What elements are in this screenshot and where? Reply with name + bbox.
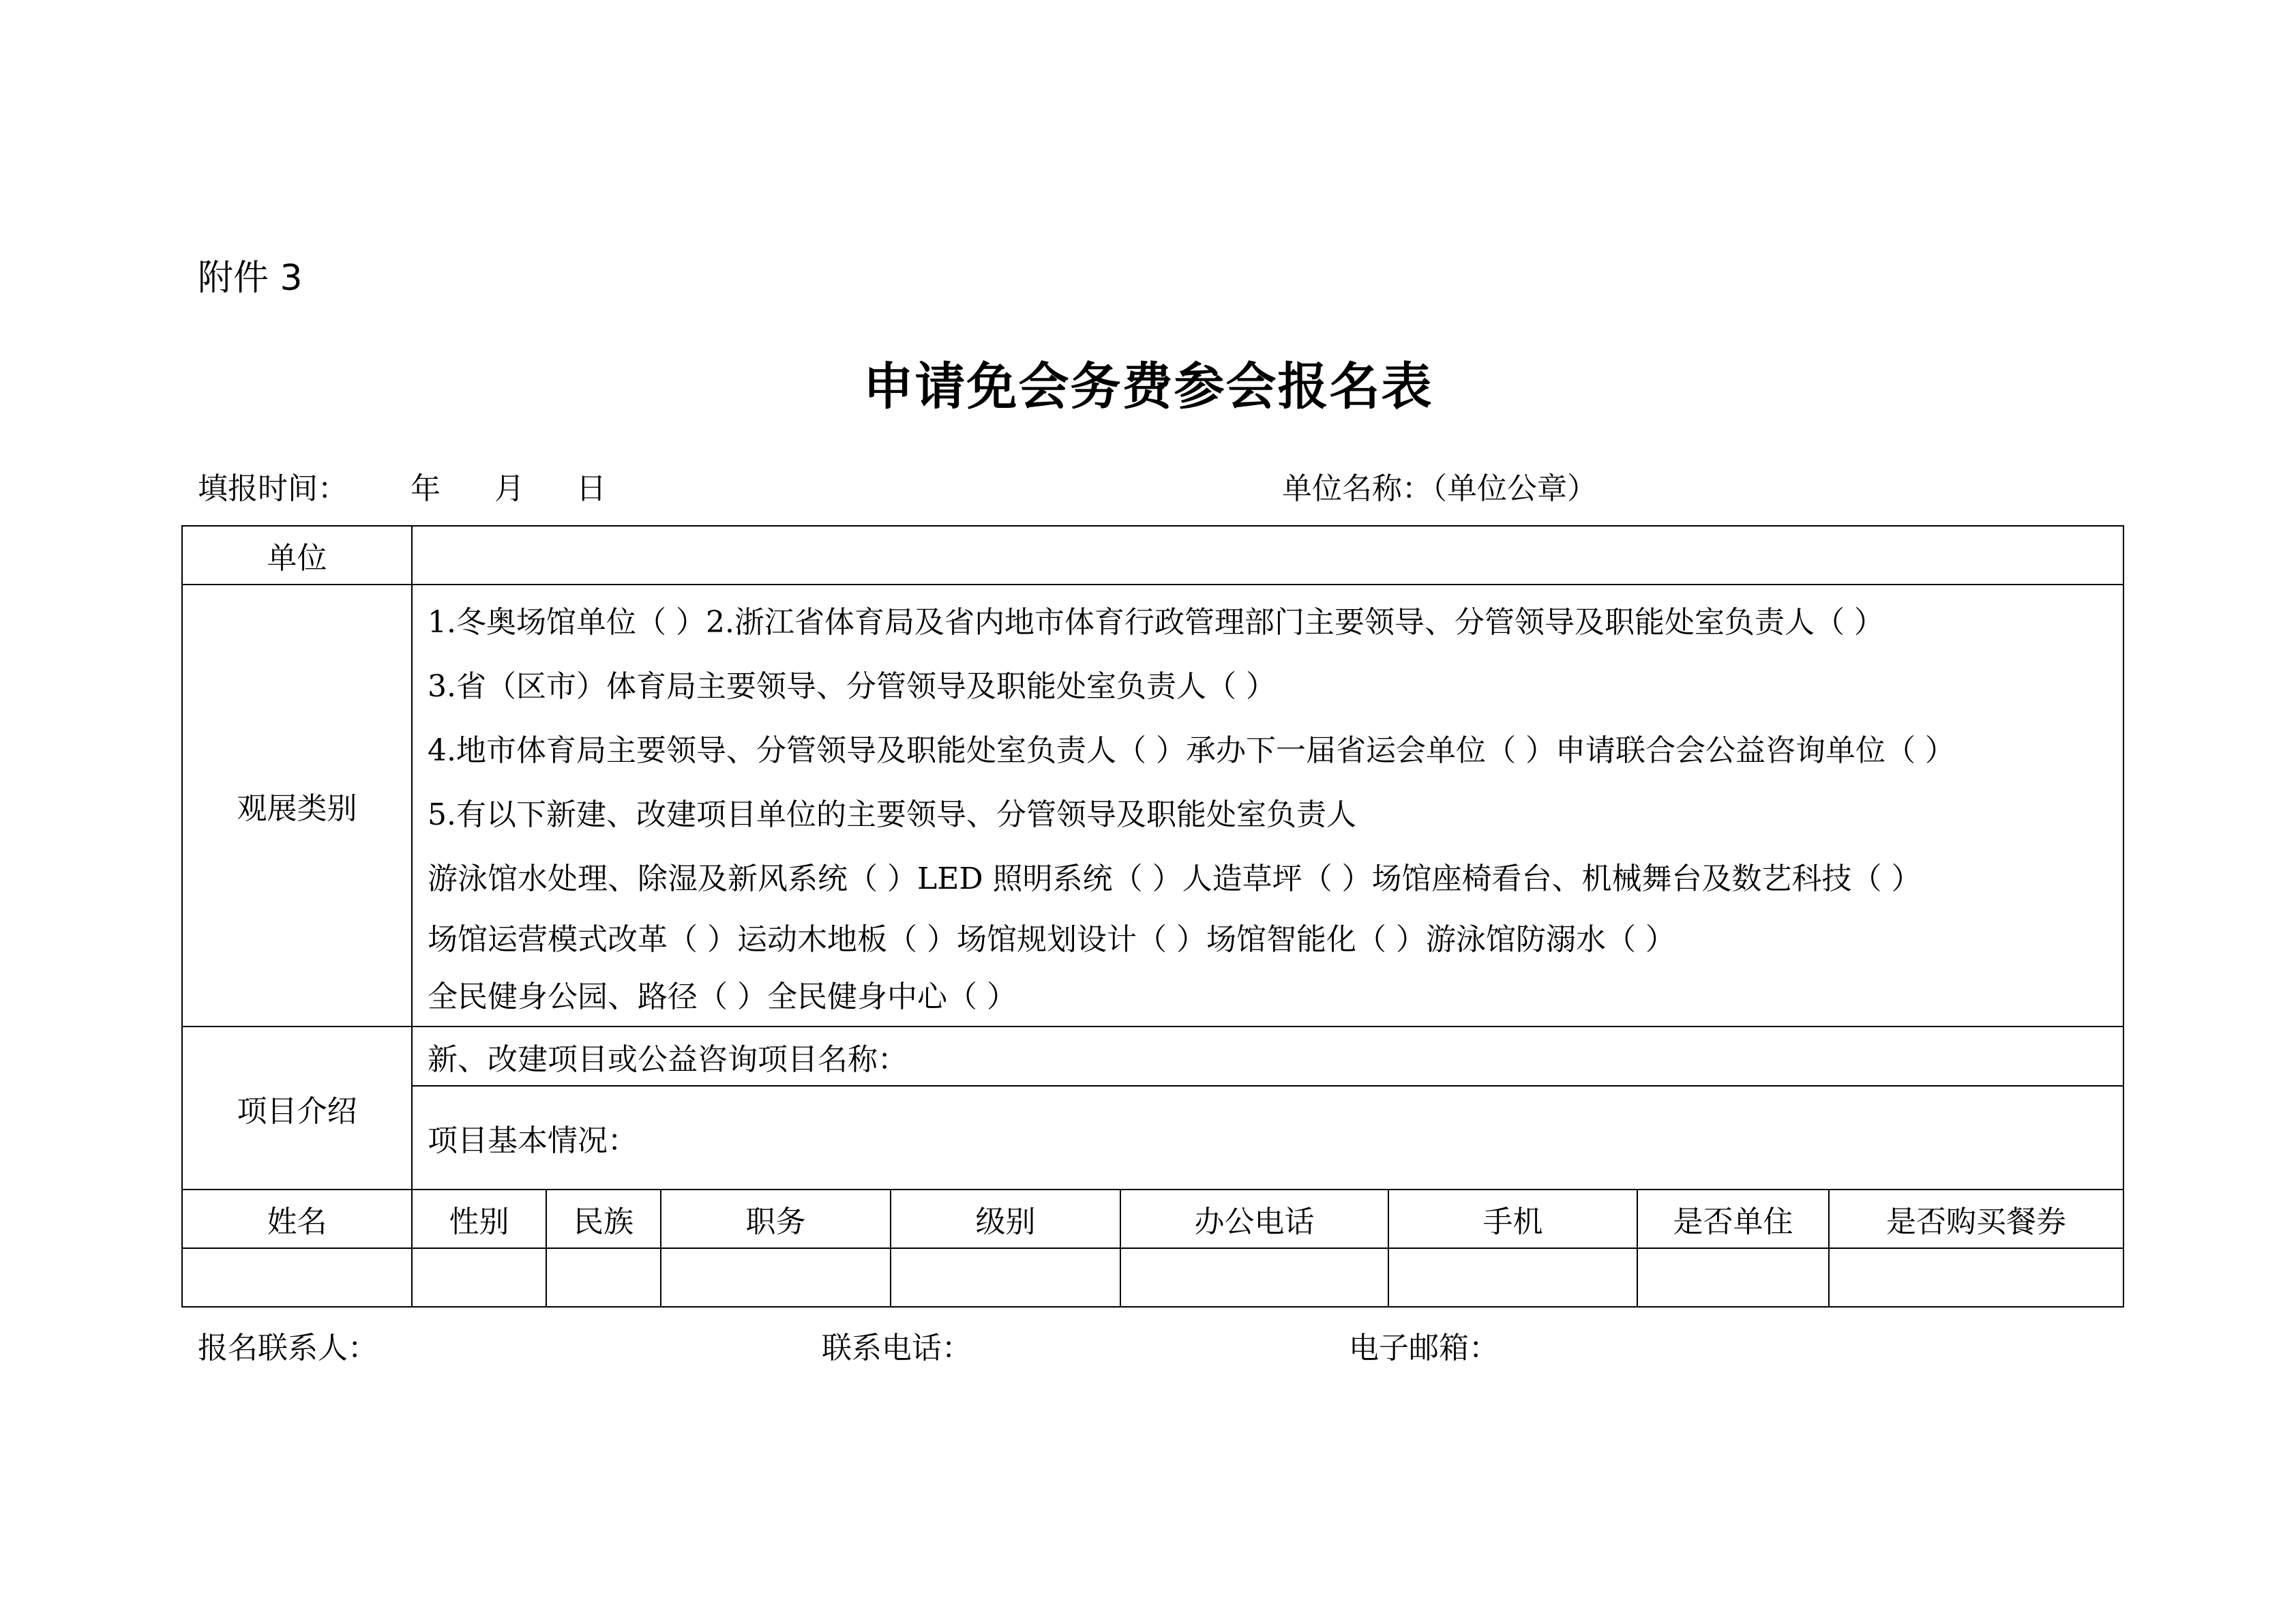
attendee-gender-cell[interactable] <box>412 1248 546 1307</box>
project-label: 项目介绍 <box>182 1027 412 1190</box>
col-position: 职务 <box>661 1190 891 1248</box>
category-line-3: 4.地市体育局主要领导、分管领导及职能处室负责人（ ）承办下一届省运会单位（ ）申请联合会公益咨询单位（ ） <box>428 733 1955 768</box>
contact-phone-label: 联系电话： <box>822 1331 972 1365</box>
category-row <box>182 585 2123 1027</box>
date-month-label: 月 <box>494 471 524 506</box>
category-line-4: 5.有以下新建、改建项目单位的主要领导、分管领导及职能处室负责人 <box>428 797 1356 832</box>
category-line-2: 3.省（区市）体育局主要领导、分管领导及职能处室负责人（ ） <box>428 669 1276 704</box>
contact-person-label: 报名联系人： <box>198 1331 378 1365</box>
date-year-label: 年 <box>411 471 441 506</box>
col-office-phone: 办公电话 <box>1120 1190 1388 1248</box>
attendee-office-phone-cell[interactable] <box>1120 1248 1388 1307</box>
form-title: 申请免会务费参会报名表 <box>863 357 1433 416</box>
unit-row <box>182 526 2123 585</box>
attendee-rank-cell[interactable] <box>891 1248 1120 1307</box>
category-line-7: 全民健身公园、路径（ ）全民健身中心（ ） <box>428 979 1017 1014</box>
attendee-mobile-cell[interactable] <box>1388 1248 1637 1307</box>
category-options-cell[interactable] <box>412 585 2123 1027</box>
category-line-6: 场馆运营模式改革（ ）运动木地板（ ）场馆规划设计（ ）场馆智能化（ ）游泳馆防溺水（ ） <box>428 922 1675 957</box>
project-basic-row <box>182 1086 2123 1190</box>
col-mobile: 手机 <box>1388 1190 1637 1248</box>
date-day-label: 日 <box>576 471 606 506</box>
category-line-1: 1.冬奥场馆单位（ ）2.浙江省体育局及省内地市体育行政管理部门主要领导、分管领导及职能处室负责人（ ） <box>428 605 1884 640</box>
email-label: 电子邮箱： <box>1349 1331 1499 1365</box>
project-name-row <box>182 1027 2123 1086</box>
col-meal-voucher: 是否购买餐券 <box>1829 1190 2123 1248</box>
attendee-single-room-cell[interactable] <box>1637 1248 1829 1307</box>
unit-name-label: 单位名称：（单位公章） <box>1282 471 1597 506</box>
project-basic-cell[interactable]: 项目基本情况： <box>412 1086 2123 1190</box>
attendee-meal-voucher-cell[interactable] <box>1829 1248 2123 1307</box>
columns-header-row <box>182 1190 2123 1248</box>
project-name-cell[interactable]: 新、改建项目或公益咨询项目名称： <box>412 1027 2123 1086</box>
col-single-room: 是否单住 <box>1637 1190 1829 1248</box>
category-line-5: 游泳馆水处理、除湿及新风系统（ ）LED 照明系统（ ）人造草坪（ ）场馆座椅看台、机械舞台及数艺科技（ ） <box>428 861 1922 896</box>
category-label: 观展类别 <box>182 585 412 1027</box>
col-name: 姓名 <box>182 1190 412 1248</box>
attendee-name-cell[interactable] <box>182 1248 412 1307</box>
attendee-ethnicity-cell[interactable] <box>546 1248 661 1307</box>
registration-table <box>181 525 2124 1308</box>
attachment-label: 附件 3 <box>198 258 303 299</box>
col-gender: 性别 <box>412 1190 546 1248</box>
fill-time-label: 填报时间： <box>198 471 348 506</box>
attendee-position-cell[interactable] <box>661 1248 891 1307</box>
col-rank: 级别 <box>891 1190 1120 1248</box>
unit-input-cell[interactable] <box>412 526 2123 585</box>
attendee-row <box>182 1248 2123 1307</box>
col-ethnicity: 民族 <box>546 1190 661 1248</box>
unit-label: 单位 <box>182 526 412 585</box>
